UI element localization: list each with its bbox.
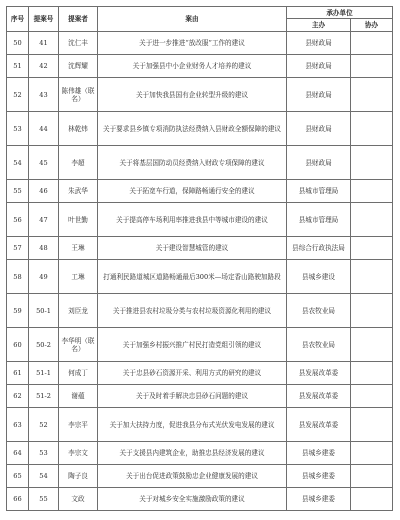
cell-lead: 县城乡建委: [287, 465, 351, 488]
table-row: [7, 442, 393, 465]
cell-seq: 63: [7, 408, 29, 442]
cell-assist: [351, 408, 393, 442]
cell-assist: [351, 385, 393, 408]
table-row: [7, 328, 393, 362]
cell-seq: 54: [7, 146, 29, 180]
cell-subject: 关于及时着手解决忠县砂石问题的建议: [98, 385, 287, 408]
cell-subject: 关于加强乡村振兴推广村民打造党组引领的建议: [98, 328, 287, 362]
cell-proposer: 工琳: [59, 260, 98, 294]
cell-subject: 关于加大扶持力度，促进我县分布式光伏发电发展的建议: [98, 408, 287, 442]
cell-lead: 县农牧业局: [287, 294, 351, 328]
cell-seq: 57: [7, 237, 29, 260]
table-row: [7, 32, 393, 55]
cell-subject: 关于忠县砂石资源开采、利用方式的研究的建议: [98, 362, 287, 385]
cell-proposal-no: 46: [29, 180, 59, 203]
cell-assist: [351, 260, 393, 294]
cell-lead: 县财政局: [287, 55, 351, 78]
table-row: [7, 203, 393, 237]
table-body: [7, 32, 393, 511]
cell-seq: 62: [7, 385, 29, 408]
table-row: [7, 385, 393, 408]
cell-proposal-no: 49: [29, 260, 59, 294]
cell-subject: 关于出台促进政策鼓励忠企业健康发展的建议: [98, 465, 287, 488]
cell-lead: 县发展改革委: [287, 362, 351, 385]
cell-seq: 64: [7, 442, 29, 465]
cell-assist: [351, 55, 393, 78]
cell-subject: 关于建设智慧城管的建议: [98, 237, 287, 260]
cell-assist: [351, 112, 393, 146]
cell-seq: 55: [7, 180, 29, 203]
cell-subject: 打通利民路道城区道路畅通最后300米—场定香山路驶加路段: [98, 260, 287, 294]
table-row: [7, 180, 393, 203]
header-handling-units: 承办单位: [287, 7, 393, 19]
cell-proposer: 谢蕴: [59, 385, 98, 408]
cell-proposer: 何成丁: [59, 362, 98, 385]
cell-assist: [351, 362, 393, 385]
table-row: [7, 146, 393, 180]
header-proposer: 提案者: [59, 7, 98, 32]
table-row: [7, 362, 393, 385]
cell-lead: 县财政局: [287, 146, 351, 180]
cell-proposer: 叶世勤: [59, 203, 98, 237]
cell-proposer: 李宗文: [59, 442, 98, 465]
cell-seq: 50: [7, 32, 29, 55]
cell-lead: 县综合行政执法局: [287, 237, 351, 260]
cell-lead: 县城乡建设: [287, 260, 351, 294]
proposal-table: [6, 6, 393, 511]
table-row: [7, 112, 393, 146]
cell-proposal-no: 54: [29, 465, 59, 488]
cell-proposer: 林乾炜: [59, 112, 98, 146]
cell-lead: 县农牧业局: [287, 328, 351, 362]
cell-seq: 53: [7, 112, 29, 146]
cell-lead: 县财政局: [287, 78, 351, 112]
cell-proposer: 朱武华: [59, 180, 98, 203]
cell-subject: 关于对城乡安全实施激励政策的建议: [98, 488, 287, 511]
table-row: [7, 465, 393, 488]
table-row: [7, 294, 393, 328]
table-row: [7, 408, 393, 442]
cell-proposal-no: 47: [29, 203, 59, 237]
header-subject: 案由: [98, 7, 287, 32]
cell-proposal-no: 44: [29, 112, 59, 146]
cell-seq: 52: [7, 78, 29, 112]
cell-subject: 关于加快我县国有企业转型升级的建议: [98, 78, 287, 112]
cell-subject: 关于要求县乡镇专项消防执法经费纳入县财政全额保障的建议: [98, 112, 287, 146]
cell-proposal-no: 55: [29, 488, 59, 511]
cell-subject: 关于支援县内建筑企业，助推忠县经济发展的建议: [98, 442, 287, 465]
cell-lead: 县发展改革委: [287, 408, 351, 442]
cell-subject: 关于拓宽车行道，保障路畅通行安全的建议: [98, 180, 287, 203]
cell-subject: 关于将基层国防动员经费纳入财政专项保障的建议: [98, 146, 287, 180]
cell-proposer: 文政: [59, 488, 98, 511]
cell-seq: 59: [7, 294, 29, 328]
cell-lead: 县财政局: [287, 112, 351, 146]
cell-seq: 60: [7, 328, 29, 362]
cell-proposer: 李宗平: [59, 408, 98, 442]
cell-seq: 58: [7, 260, 29, 294]
cell-proposal-no: 45: [29, 146, 59, 180]
cell-assist: [351, 146, 393, 180]
cell-seq: 56: [7, 203, 29, 237]
cell-proposal-no: 53: [29, 442, 59, 465]
cell-proposal-no: 51-2: [29, 385, 59, 408]
table-row: [7, 488, 393, 511]
cell-assist: [351, 328, 393, 362]
header-assist: 协办: [351, 19, 393, 32]
cell-lead: 县城乡建委: [287, 488, 351, 511]
cell-assist: [351, 78, 393, 112]
table-row: [7, 55, 393, 78]
cell-seq: 65: [7, 465, 29, 488]
cell-subject: 关于推进县农村垃圾分类与农村垃圾资源化利用的建议: [98, 294, 287, 328]
cell-proposer: 沈仁丰: [59, 32, 98, 55]
cell-proposer: 刘臣龙: [59, 294, 98, 328]
cell-proposer: 李华明（联名）: [59, 328, 98, 362]
cell-lead: 县城乡建委: [287, 442, 351, 465]
cell-proposer: 陶子良: [59, 465, 98, 488]
cell-subject: 关于提高停车场利用率推进我县中等城市建设的建议: [98, 203, 287, 237]
cell-proposer: 李超: [59, 146, 98, 180]
cell-proposal-no: 48: [29, 237, 59, 260]
header-proposal-no: 提案号: [29, 7, 59, 32]
cell-proposal-no: 50-1: [29, 294, 59, 328]
cell-subject: 关于进一步推进“放改服”工作的建议: [98, 32, 287, 55]
cell-subject: 关于加强县中小企业财务人才培养的建议: [98, 55, 287, 78]
table-row: [7, 237, 393, 260]
cell-lead: 县发展改革委: [287, 385, 351, 408]
cell-lead: 县财政局: [287, 32, 351, 55]
cell-assist: [351, 294, 393, 328]
cell-proposal-no: 52: [29, 408, 59, 442]
table-row: [7, 260, 393, 294]
cell-seq: 61: [7, 362, 29, 385]
header-seq: 序号: [7, 7, 29, 32]
header-lead: 主办: [287, 19, 351, 32]
cell-seq: 51: [7, 55, 29, 78]
cell-assist: [351, 488, 393, 511]
cell-proposal-no: 51-1: [29, 362, 59, 385]
cell-lead: 县城市管理局: [287, 180, 351, 203]
cell-assist: [351, 203, 393, 237]
cell-proposer: 沈辉耀: [59, 55, 98, 78]
cell-assist: [351, 442, 393, 465]
cell-proposal-no: 50-2: [29, 328, 59, 362]
cell-assist: [351, 180, 393, 203]
cell-seq: 66: [7, 488, 29, 511]
table-row: [7, 78, 393, 112]
cell-proposal-no: 42: [29, 55, 59, 78]
cell-assist: [351, 32, 393, 55]
cell-assist: [351, 237, 393, 260]
cell-proposal-no: 43: [29, 78, 59, 112]
cell-proposer: 陈伟雄（联名）: [59, 78, 98, 112]
cell-lead: 县城市管理局: [287, 203, 351, 237]
cell-proposer: 王琳: [59, 237, 98, 260]
cell-proposal-no: 41: [29, 32, 59, 55]
cell-assist: [351, 465, 393, 488]
table-header: [7, 7, 393, 32]
